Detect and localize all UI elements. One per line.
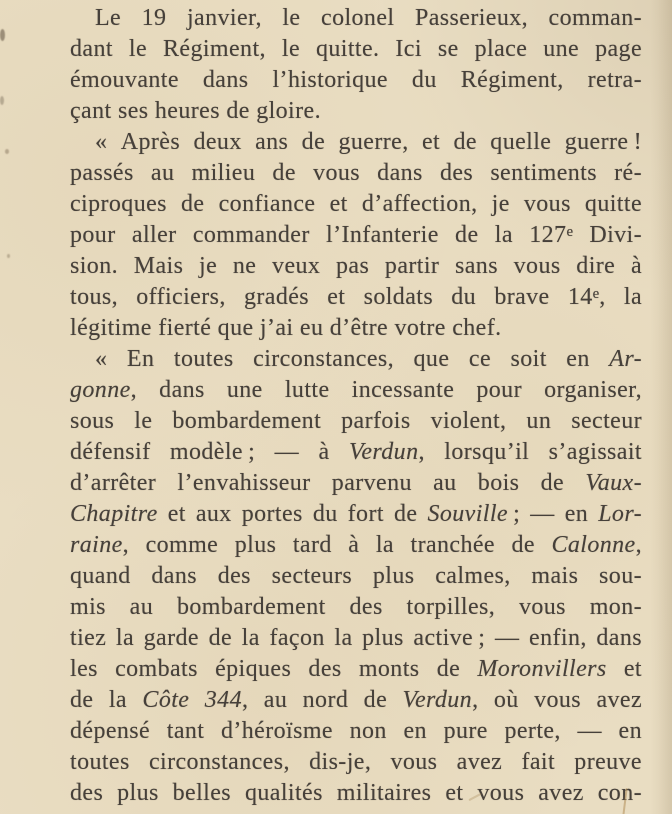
- text-segment: , la: [599, 284, 642, 310]
- text-segment: défensif modèle ; — à: [70, 439, 349, 465]
- text-line: [70, 437, 642, 468]
- text-segment: mis au bombardement des torpilles, vous mon-: [70, 594, 642, 620]
- text-line: [70, 65, 642, 96]
- text-line: [70, 251, 642, 282]
- text-segment: et: [606, 656, 642, 682]
- text-segment: sous le bombardement parfois violent, un secteur: [70, 408, 642, 434]
- page-text: [70, 3, 642, 809]
- text-segment: , lorsqu’il s’agissait: [418, 439, 642, 465]
- text-segment: quand dans des secteurs plus calmes, mais sou-: [70, 563, 642, 589]
- text-segment: émouvante dans l’historique du Régiment, retra-: [70, 67, 642, 93]
- text-segment-italic: Vaux-: [585, 470, 642, 496]
- text-segment: tiez la garde de la façon la plus active ; — enfin, dans: [70, 625, 642, 651]
- text-segment-italic: Côte 344: [142, 687, 242, 713]
- text-segment-italic: gonne: [70, 377, 131, 403]
- text-segment: çant ses heures de gloire.: [70, 98, 321, 124]
- text-segment: « Après deux ans de guerre, et de quelle guerre !: [95, 129, 642, 155]
- text-line: [70, 313, 642, 344]
- text-segment: les combats épiques des monts de: [70, 656, 478, 682]
- text-line: [70, 499, 642, 530]
- text-segment: , au nord de: [241, 687, 403, 713]
- text-segment-italic: Chapitre: [70, 501, 158, 527]
- text-segment: ; — en: [507, 501, 599, 527]
- text-segment-italic: Verdun: [348, 439, 419, 465]
- text-segment: et aux portes du fort de: [157, 501, 428, 527]
- paper-speck: [0, 96, 4, 105]
- text-segment: passés au milieu de vous dans des sentiments ré-: [70, 160, 642, 186]
- text-segment: toutes circonstances, dis-je, vous avez fait preuve: [70, 749, 642, 775]
- text-line: [70, 96, 642, 127]
- text-segment: légitime fierté que j’ai eu d’être votre chef.: [70, 315, 502, 341]
- text-line: [70, 716, 642, 747]
- paper-speck: [5, 149, 9, 154]
- text-segment: dant le Régiment, le quitte. Ici se place une page: [70, 36, 642, 62]
- text-line: [70, 561, 642, 592]
- text-line: [70, 778, 642, 809]
- text-line: [70, 375, 642, 406]
- text-line: [70, 344, 642, 375]
- text-segment: pour aller commander l’Infanterie de la 127: [70, 222, 567, 248]
- text-line: [70, 468, 642, 499]
- text-line: [70, 282, 642, 313]
- text-segment-italic: Lor-: [598, 501, 642, 527]
- text-segment: Le 19 janvier, le colonel Passerieux, comman-: [95, 5, 642, 31]
- text-segment: , comme plus tard à la tranchée de: [122, 532, 552, 558]
- text-segment-italic: Verdun: [402, 687, 473, 713]
- text-segment-italic: Ar-: [609, 346, 642, 372]
- text-segment-italic: raine: [70, 532, 123, 558]
- text-segment: dépensé tant d’héroïsme non en pure perte, — en: [70, 718, 642, 744]
- text-segment: « En toutes circonstances, que ce soit en: [95, 346, 610, 372]
- text-segment: , où vous avez: [472, 687, 643, 713]
- text-segment-superscript: e: [566, 223, 574, 240]
- text-segment: ciproques de confiance et d’affection, je vous quitte: [70, 191, 642, 217]
- text-line: [70, 530, 642, 561]
- text-line: [70, 592, 642, 623]
- text-segment: , dans une lutte incessante pour organiser,: [130, 377, 642, 403]
- text-segment-italic: Souville: [427, 501, 508, 527]
- text-segment: ,: [635, 532, 642, 558]
- text-segment: de la: [70, 687, 143, 713]
- text-segment-italic: Calonne: [551, 532, 636, 558]
- text-line: [70, 406, 642, 437]
- text-line: [70, 34, 642, 65]
- text-segment-superscript: e: [592, 285, 600, 302]
- text-segment: Divi-: [573, 222, 643, 248]
- text-line: [70, 654, 642, 685]
- text-segment: d’arrêter l’envahisseur parvenu au bois de: [70, 470, 586, 496]
- text-segment: des plus belles qualités militaires et vous avez con-: [70, 780, 642, 806]
- paper-speck: [7, 254, 10, 258]
- text-line: [70, 127, 642, 158]
- text-segment: tous, officiers, gradés et soldats du brave 14: [70, 284, 593, 310]
- paper-speck: [0, 29, 5, 41]
- text-segment: sion. Mais je ne veux pas partir sans vous dire à: [70, 253, 642, 279]
- text-segment-italic: Moronvillers: [477, 656, 607, 682]
- text-line: [70, 747, 642, 778]
- text-line: [70, 158, 642, 189]
- text-line: [70, 623, 642, 654]
- text-line: [70, 189, 642, 220]
- text-line: [70, 3, 642, 34]
- text-line: [70, 220, 642, 251]
- text-line: [70, 685, 642, 716]
